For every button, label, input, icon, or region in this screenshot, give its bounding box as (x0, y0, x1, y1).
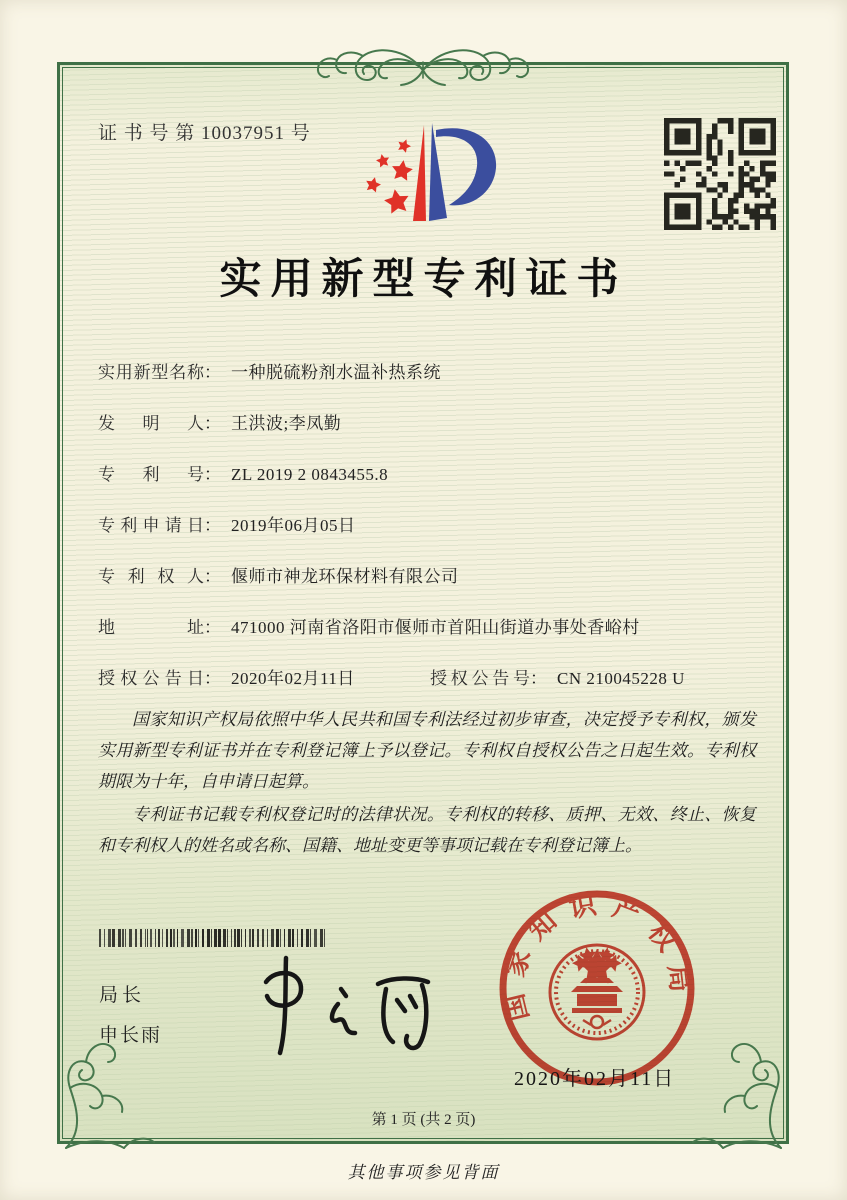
field-value: ZL 2019 2 0843455.8 (231, 465, 389, 484)
field-label: 专利权人 (98, 567, 204, 586)
field-colon: ： (530, 669, 547, 688)
logo-blue-wedge (429, 123, 447, 221)
official-seal (497, 888, 697, 1088)
border-top-flourish-ornament (293, 40, 553, 92)
field-row-utility-model-name (98, 358, 758, 386)
back-side-note: 其他事项参见背面 (347, 1163, 500, 1182)
field-row-patentee (98, 562, 758, 590)
field-colon: ： (204, 567, 221, 586)
field-label: 地址 (98, 618, 204, 637)
field-label: 实用新型名称 (98, 363, 204, 382)
field-label: 授权公告号 (430, 669, 530, 688)
certificate-title: 实用新型专利证书 (219, 257, 628, 303)
field-value: 2020年02月11日 (231, 669, 355, 688)
seal-date: 2020年02月11日 (514, 1068, 676, 1090)
cnipa-logo (352, 110, 522, 232)
seal-agency-text: 国家知识产权局 (498, 889, 696, 1025)
field-row-address (98, 613, 758, 641)
field-colon: ： (204, 363, 221, 382)
field-label: 专利申请日 (98, 516, 204, 535)
border-corner-flourish-right (689, 1010, 789, 1150)
field-colon: ： (204, 516, 221, 535)
logo-red-wedge (413, 125, 426, 221)
certificate-fields (98, 358, 758, 715)
field-colon: ： (204, 465, 221, 484)
legal-paragraph-1: 国家知识产权局依照中华人民共和国专利法经过初步审查，决定授予专利权，颁发实用新型专利证书并在专利登记簿上予以登记。专利权自授权公告之日起生效。专利权期限为十年，自申请日起算。 (98, 710, 756, 791)
field-value: 一种脱硫粉剂水温补热系统 (231, 363, 441, 382)
field-value: 471000 河南省洛阳市偃师市首阳山街道办事处香峪村 (231, 618, 640, 637)
field-label: 授权公告日 (98, 669, 204, 688)
logo-stars (364, 137, 414, 214)
field-row-inventors (98, 409, 758, 437)
field-label: 发明人 (98, 414, 204, 433)
field-colon: ： (204, 618, 221, 637)
logo-p-bowl (436, 128, 496, 205)
field-row-patent-number (98, 460, 758, 488)
officer-name: 申长雨 (99, 1025, 163, 1046)
director-signature (222, 948, 442, 1060)
field-colon: ： (204, 414, 221, 433)
field-colon: ： (204, 669, 221, 688)
qr-code (664, 118, 776, 230)
field-row-filing-date (98, 511, 758, 539)
officer-title: 局长 (99, 985, 146, 1006)
seal-national-emblem (550, 945, 644, 1039)
field-row-grant-date (98, 664, 758, 692)
field-value: CN 210045228 U (557, 669, 685, 688)
field-label: 专利号 (98, 465, 204, 484)
page-number: 第 1 页 (共 2 页) (371, 1112, 476, 1128)
field-value: 偃师市神龙环保材料有限公司 (231, 567, 459, 586)
field-value: 2019年06月05日 (231, 516, 356, 535)
field-value: 王洪波;李凤勤 (231, 414, 342, 433)
barcode (99, 929, 325, 947)
certificate-number: 证 书 号 第 10037951 号 (98, 123, 311, 144)
legal-paragraph-2: 专利证书记载专利权登记时的法律状况。专利权的转移、质押、无效、终止、恢复和专利权人的姓名或名称、国籍、地址变更等事项记载在专利登记簿上。 (98, 805, 756, 855)
legal-statement (98, 704, 756, 863)
field-grant-number (430, 664, 685, 689)
